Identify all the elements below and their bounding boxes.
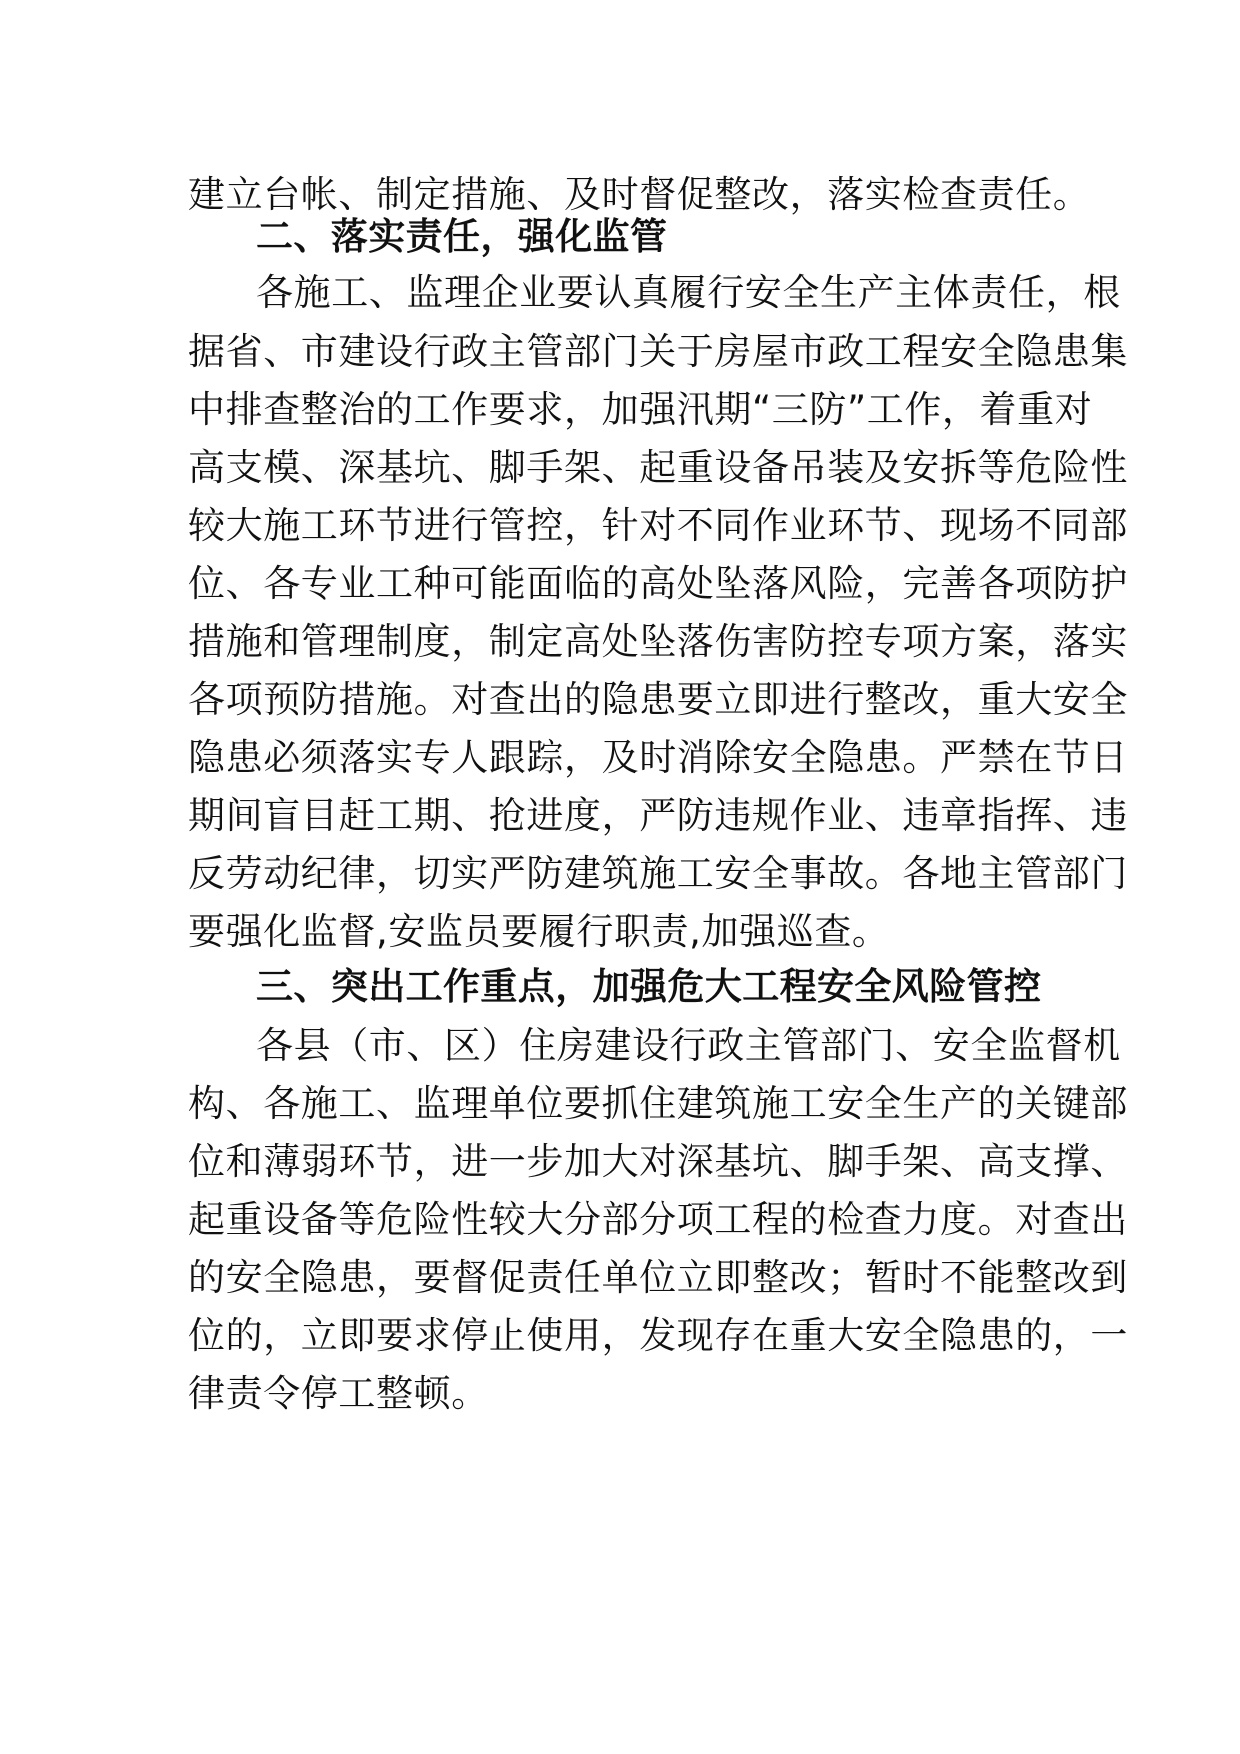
paragraph-2-line-2: 据省、市建设行政主管部门关于房屋市政工程安全隐患集 (188, 330, 1128, 373)
paragraph-2-line-1: 各施工、监理企业要认真履行安全生产主体责任，根 (256, 271, 1121, 314)
paragraph-2-line-10: 期间盲目赶工期、抢进度，严防违规作业、违章指挥、违 (188, 794, 1128, 837)
paragraph-2-line-4: 高支模、深基坑、脚手架、起重设备吊装及安拆等危险性 (188, 446, 1128, 489)
paragraph-2-line-7: 措施和管理制度，制定高处坠落伤害防控专项方案，落实 (188, 620, 1128, 663)
paragraph-2-line-3: 中排查整治的工作要求，加强汛期“三防”工作，着重对 (188, 388, 1093, 431)
paragraph-3-line-2: 构、各施工、监理单位要抓住建筑施工安全生产的关键部 (188, 1082, 1128, 1125)
paragraph-2-line-12: 要强化监督,安监员要履行职责,加强巡查。 (188, 910, 890, 953)
paragraph-1-line-1: 建立台帐、制定措施、及时督促整改，落实检查责任。 (188, 173, 1091, 216)
paragraph-3-line-5: 的安全隐患，要督促责任单位立即整改；暂时不能整改到 (188, 1256, 1128, 1299)
paragraph-3-line-4: 起重设备等危险性较大分部分项工程的检查力度。对查出 (188, 1198, 1128, 1241)
paragraph-2-line-11: 反劳动纪律，切实严防建筑施工安全事故。各地主管部门 (188, 852, 1128, 895)
paragraph-2-line-8: 各项预防措施。对查出的隐患要立即进行整改，重大安全 (188, 678, 1128, 721)
paragraph-3-line-6: 位的，立即要求停止使用，发现存在重大安全隐患的，一 (188, 1314, 1128, 1357)
section-heading-3: 三、突出工作重点，加强危大工程安全风险管控 (256, 965, 1042, 1008)
paragraph-3-line-7: 律责令停工整顿。 (188, 1372, 489, 1415)
section-heading-2: 二、落实责任，强化监管 (256, 215, 668, 258)
paragraph-2-line-5: 较大施工环节进行管控，针对不同作业环节、现场不同部 (188, 504, 1128, 547)
paragraph-2-line-6: 位、各专业工种可能面临的高处坠落风险，完善各项防护 (188, 562, 1128, 605)
paragraph-3-line-1: 各县（市、区）住房建设行政主管部门、安全监督机 (256, 1024, 1121, 1067)
paragraph-2-line-9: 隐患必须落实专人跟踪，及时消除安全隐患。严禁在节日 (188, 736, 1128, 779)
paragraph-3-line-3: 位和薄弱环节，进一步加大对深基坑、脚手架、高支撑、 (188, 1140, 1128, 1183)
